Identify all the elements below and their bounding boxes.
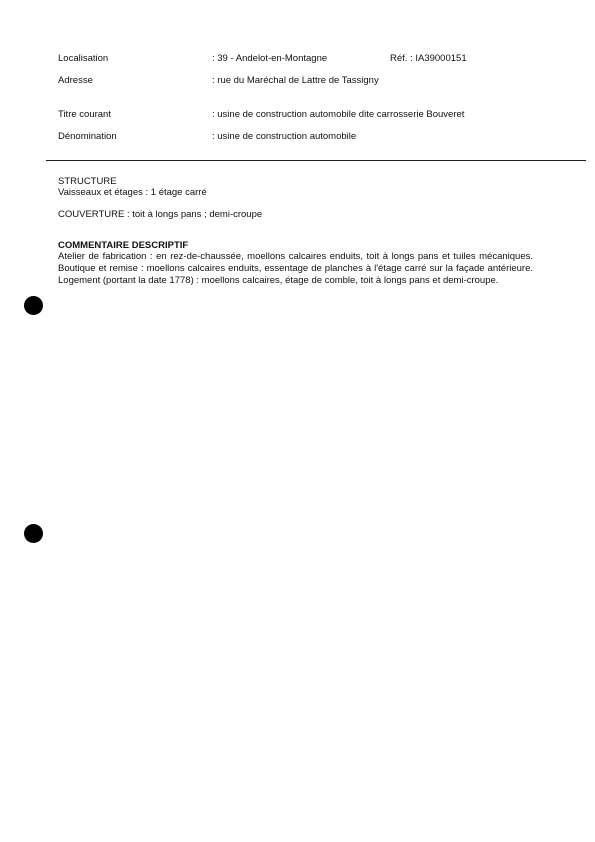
structure-line: Vaisseaux et étages : 1 étage carré xyxy=(58,187,207,198)
denomination-value: : usine de construction automobile xyxy=(212,131,357,142)
denomination-label: Dénomination xyxy=(58,131,117,142)
reference-label: Réf. xyxy=(390,53,408,64)
commentaire-heading: COMMENTAIRE DESCRIPTIF xyxy=(58,240,189,251)
couverture-line: COUVERTURE : toit à longs pans ; demi-croupe xyxy=(58,209,263,220)
localisation-label: Localisation xyxy=(58,53,109,64)
adresse-label: Adresse xyxy=(58,75,93,86)
structure-heading: STRUCTURE xyxy=(58,176,117,187)
punch-hole-bottom xyxy=(24,524,43,543)
adresse-value: : rue du Maréchal de Lattre de Tassigny xyxy=(212,75,379,86)
titre-courant-value: : usine de construction automobile dite carrosserie Bouveret xyxy=(212,109,465,120)
titre-courant-label: Titre courant xyxy=(58,109,111,120)
commentaire-text: Atelier de fabrication : en rez-de-chaussée, moellons calcaires enduits, toit à longs pans et tuiles mécaniques. Boutique et remise : moellons calcaires enduits, essentage de planches à l'étage carré sur la façade antérieure. Logement (portant la date 1778) : moellons calcaires, étage de comble, toit à longs pans et demi-croupe. xyxy=(58,251,533,286)
localisation-value: : 39 - Andelot-en-Montagne xyxy=(212,53,328,64)
punch-hole-top xyxy=(24,296,43,315)
reference-value: : IA39000151 xyxy=(410,53,467,64)
reference-field xyxy=(390,53,467,65)
header-divider xyxy=(46,160,586,161)
